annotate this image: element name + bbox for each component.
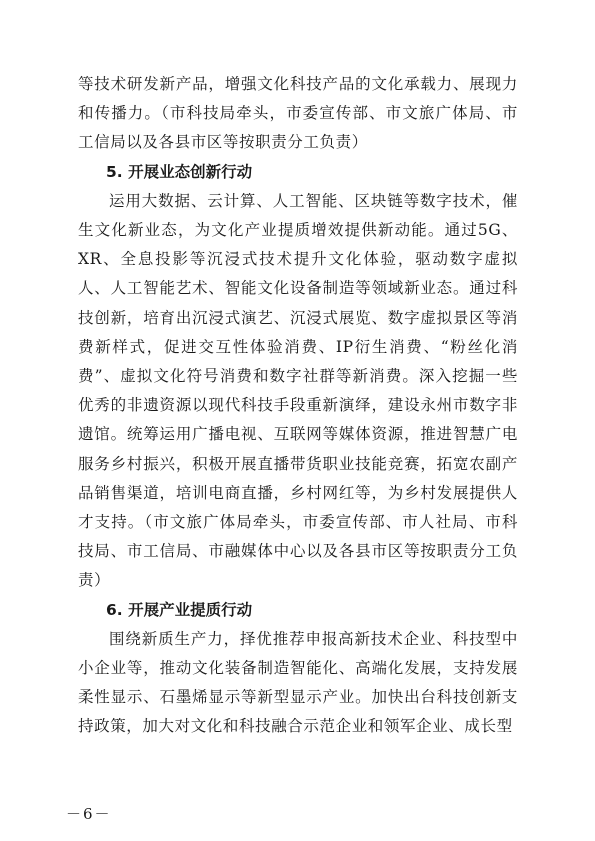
section-5-body: 运用大数据、云计算、人工智能、区块链等数字技术，催生文化新业态，为文化产业提质增效提供新动能。通过5G、XR、全息投影等沉浸式技术提升文化体验，驱动数字虚拟人、人工智能艺术、智能文化设备制造等领域新业态。通过科技创新，培育出沉浸式演艺、沉浸式展览、数字虚拟景区等消费新样式，促进交互性体验消费、IP衍生消费、“粉丝化消费”、虚拟文化符号消费和数字社群等新消费。深入挖掘一些优秀的非遗资源以现代科技手段重新演绎，建设永州市数字非遗馆。统筹运用广播电视、互联网等媒体资源，推进智慧广电服务乡村振兴，积极开展直播带货职业技能竞赛，拓宽农副产品销售渠道，培训电商直播，乡村网红等，为乡村发展提供人才支持。（市文旅广体局牵头，市委宣传部、市人社局、市科技局、市工信局、市融媒体中心以及各县市区等按职责分工负责）	[78, 191, 518, 590]
section-6-body: 围绕新质生产力，择优推荐申报高新技术企业、科技型中小企业等，推动文化装备制造智能化、高端化发展，支持发展柔性显示、石墨烯显示等新型显示产业。加快出台科技创新支持政策，加大对文化和科技融合示范企业和领军企业、成长型	[78, 629, 518, 736]
page-number: －6－	[66, 805, 112, 823]
section-6-heading: 6. 开展产业提质行动	[106, 600, 253, 619]
section-5-heading: 5. 开展业态创新行动	[106, 162, 253, 181]
intro-paragraph: 等技术研发新产品，增强文化科技产品的文化承载力、展现力和传播力。（市科技局牵头，市委宣传部、市文旅广体局、市工信局以及各县市区等按职责分工负责）	[78, 75, 518, 152]
page-content	[78, 70, 518, 742]
